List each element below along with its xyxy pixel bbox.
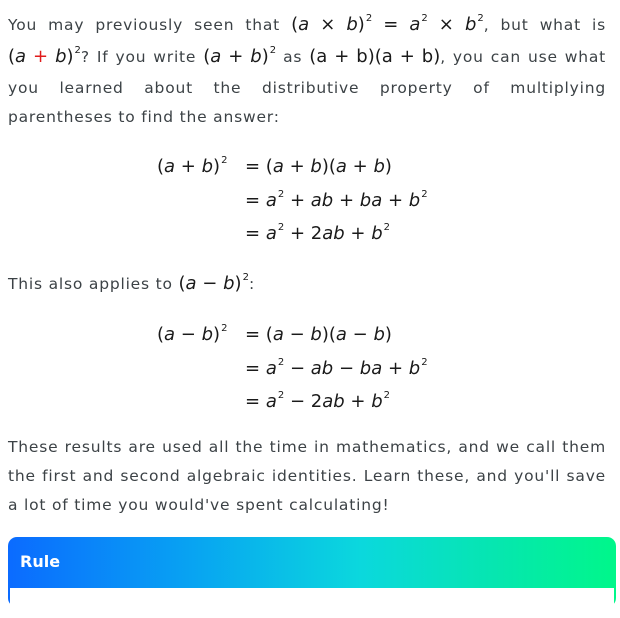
eq2-row2: = $a^2$ − ab − ba + $b^2$ (245, 357, 428, 379)
eq1-lhs: $(a + b)^2$ (157, 155, 228, 177)
intro-text-2: , but what is (483, 16, 607, 34)
rule-title: Rule (20, 552, 61, 571)
eq2-row1: = (a − b)(a − b) (245, 324, 392, 345)
also-text: This also applies to (8, 275, 173, 293)
math-a-times-b-squared: $(a \times b)^2 = a^2 \times b^2$ (291, 13, 484, 35)
math-a-plus-b-product: (a + b)(a + b) (309, 46, 441, 67)
math-a-plus-b-squared: $(a + b)^2$ (203, 45, 277, 67)
intro-text-1: You may previously seen that (8, 16, 281, 34)
eq2-lhs: $(a - b)^2$ (157, 323, 228, 345)
intro-text-3: ? If you write (80, 48, 197, 66)
rule-content (10, 588, 614, 618)
math-a-minus-b-squared: $(a - b)^2$ (178, 272, 249, 294)
intro-text-5: , you can use what you learned about the distributive property of multiplying parentheses to find the answer: (8, 48, 607, 126)
intro-text-4: as (283, 48, 303, 66)
math-a-plus-b-squared-highlight: $(a + b)^2$ (8, 45, 81, 67)
eq1-row3: = $a^2 + 2ab + b^2$ (245, 222, 391, 244)
eq1-row1: = (a + b)(a + b) (245, 156, 392, 177)
eq1-row2: = $a^2$ + ab + ba + $b^2$ (245, 189, 428, 211)
conclusion-paragraph: These results are used all the time in mathematics, and we call them the first and second algebraic identities. Learn these, and you'll save a lot of time you would've spent calculating! (8, 438, 606, 514)
rule-box (8, 537, 616, 607)
eq2-row3: = $a^2 - 2ab + b^2$ (245, 390, 391, 412)
intro-paragraph (8, 10, 606, 132)
also-applies-paragraph: This also applies to $(a - b)^2$: (8, 272, 255, 294)
